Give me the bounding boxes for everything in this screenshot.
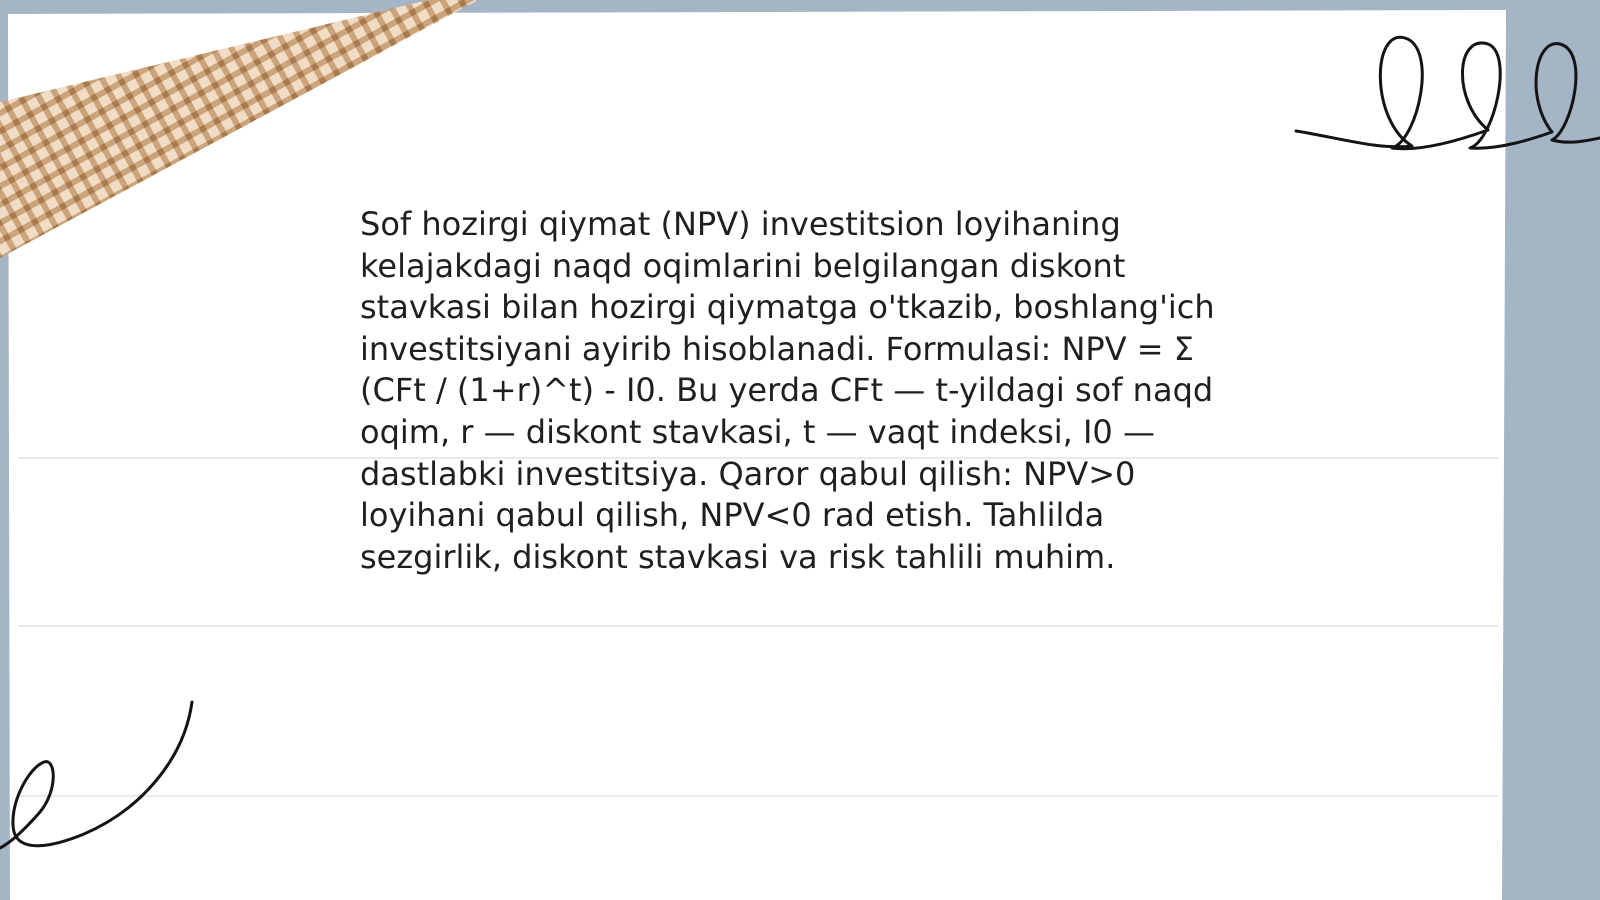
loopy-swirl-icon (1296, 37, 1600, 149)
slide-body-text: Sof hozirgi qiymat (NPV) investitsion loyihaning kelajakdagi naqd oqimlarini belgilangan diskont stavkasi bilan hozirgi qiymatga o'tkazib, boshlang'ich investitsiyani ayirib hisoblanadi. Formulasi: NPV = Σ (CFt / (1+r)^t) - I0. Bu yerda CFt — t-yildagi sof naqd oqim, r — diskont stavkasi, t — vaqt indeksi, I0 — dastlabki investitsiya. Qaror qabul qilish: NPV>0 loyihani qabul qilish, NPV<0 rad etish. Tahlilda sezgirlik, diskont stavkasi va risk tahlili muhim. (360, 205, 1225, 576)
curl-swirl-icon (0, 702, 192, 848)
